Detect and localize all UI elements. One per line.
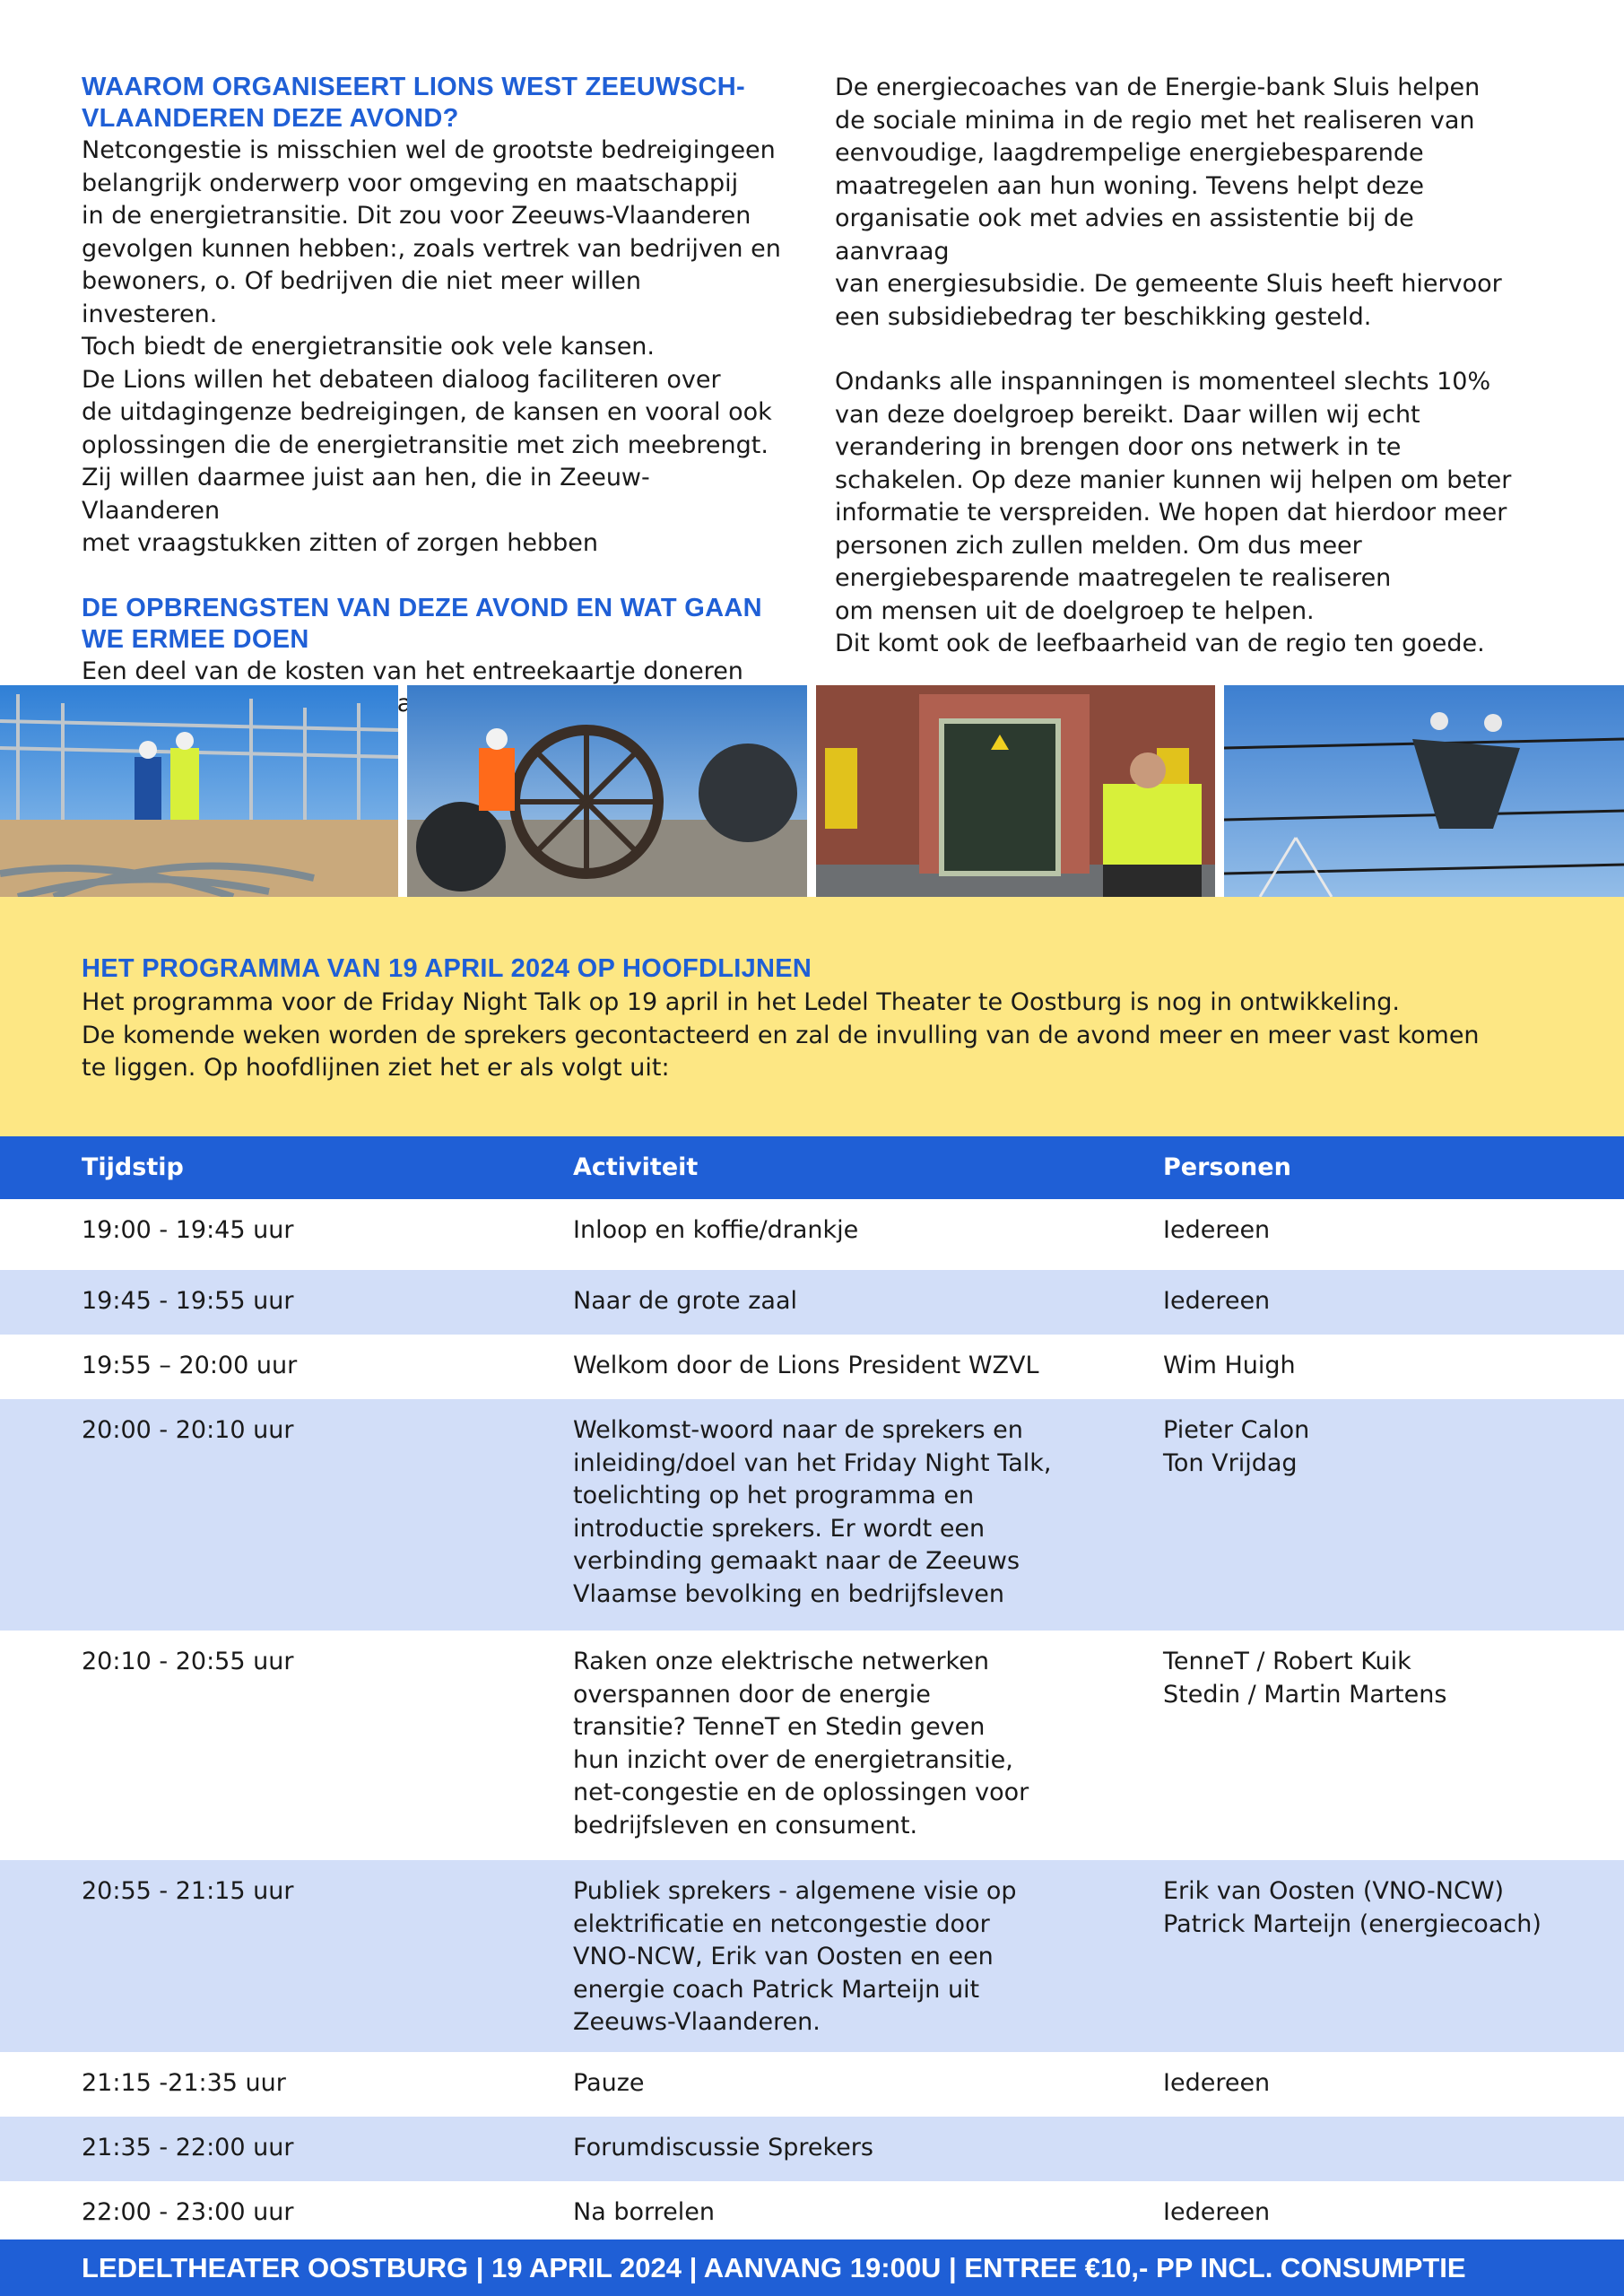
header-tijdstip: Tijdstip xyxy=(82,1153,184,1181)
table-row xyxy=(0,2052,1624,2117)
intro-section xyxy=(82,72,1543,718)
row-time: 20:00 - 20:10 uur xyxy=(82,1416,294,1444)
stedin-transformer-house-photo xyxy=(816,685,1215,897)
row-time: 20:10 - 20:55 uur xyxy=(82,1648,294,1675)
table-row xyxy=(0,1860,1624,2052)
cable-reel-worker-photo xyxy=(407,685,807,897)
substation-workers-photo xyxy=(0,685,398,897)
row-activity: Welkom door de Lions President WZVL xyxy=(573,1352,1039,1379)
header-personen: Personen xyxy=(1163,1153,1291,1181)
table-row xyxy=(0,1335,1624,1399)
row-persons: Iedereen xyxy=(1163,2069,1271,2097)
footer-bar xyxy=(0,2239,1624,2296)
row-activity: Raken onze elektrische netwerken overspannen door de energie transitie? TenneT en Stedin geven hun inzicht over de energietransitie, net-congestie en de oplossingen voor bedrijfsleven en consument. xyxy=(573,1648,1029,1839)
row-time: 21:15 -21:35 uur xyxy=(82,2069,286,2097)
row-time: 22:00 - 23:00 uur xyxy=(82,2198,294,2226)
photo-strip xyxy=(0,685,1624,897)
row-time: 20:55 - 21:15 uur xyxy=(82,1877,294,1905)
para-ondanks: Ondanks alle inspanningen is momenteel slechts 10% van deze doelgroep bereikt. Daar willen wij echt verandering in brengen door ons netwerk in te schakelen. Op deze manier kunnen wij helpen om beter informatie te verspreiden. We hopen dat hierdoor meer personen zich zullen melden. Om dus meer energiebesparende maatregelen te realiseren om mensen uit de doelgroep te helpen. Dit komt ook de leefbaarheid van de regio ten goede. xyxy=(835,368,1512,657)
heading-why: WAAROM ORGANISEERT LIONS WEST ZEEUWSCH-VLAANDEREN DEZE AVOND? xyxy=(82,73,745,133)
footer-event-info: LEDELTHEATER OOSTBURG | 19 APRIL 2024 | AANVANG 19:00U | ENTREE €10,- PP INCL. CONSUMPTIE xyxy=(82,2252,1466,2283)
row-time: 19:55 – 20:00 uur xyxy=(82,1352,298,1379)
table-row xyxy=(0,2181,1624,2239)
row-activity: Forumdiscussie Sprekers xyxy=(573,2134,873,2161)
row-activity: Naar de grote zaal xyxy=(573,1287,798,1315)
row-activity: Welkomst-woord naar de sprekers en inleiding/doel van het Friday Night Talk, toelichting op het programma en introductie sprekers. Er wordt een verbinding gemaakt naar de Zeeuws Vlaamse bevolking en bedrijfsleven xyxy=(573,1416,1052,1608)
row-activity: Pauze xyxy=(573,2069,645,2097)
table-header xyxy=(0,1136,1624,1199)
row-persons: Wim Huigh xyxy=(1163,1352,1296,1379)
row-activity: Publiek sprekers - algemene visie op elektrificatie en netcongestie door VNO-NCW, Erik van Oosten en een energie coach Patrick Marteijn uit Zeeuws-Vlaanderen. xyxy=(573,1877,1017,2036)
table-row xyxy=(0,1270,1624,1335)
heading-opbrengsten: DE OPBRENGSTEN VAN DEZE AVOND EN WAT GAAN WE ERMEE DOEN xyxy=(82,593,762,654)
row-activity: Inloop en koffie/drankje xyxy=(573,1216,859,1244)
para-energiecoaches: De energiecoaches van de Energie-bank Sluis helpen de sociale minima in de regio met het realiseren van eenvoudige, laagdrempelige energiebesparende maatregelen aan hun woning. Tevens helpt deze organisatie ook met advies en assistentie bij de aanvraag van energiesubsidie. De gemeente Sluis heeft hiervoor een subsidiebedrag ter beschikking gesteld. xyxy=(835,74,1502,331)
row-persons: Iedereen xyxy=(1163,1216,1271,1244)
row-persons: TenneT / Robert Kuik Stedin / Martin Martens xyxy=(1163,1648,1447,1709)
right-column xyxy=(835,72,1534,661)
para-opbrengsten: Een deel van de kosten van het entreekaartje doneren van xyxy=(82,657,743,718)
table-row xyxy=(0,2117,1624,2181)
left-column xyxy=(82,72,781,721)
para-programma-intro: Het programma voor de Friday Night Talk op 19 april in het Ledel Theater te Oostburg is nog in ontwikkeling. De komende weken worden de sprekers gecontacteerd en zal de invulling van de avond meer en meer vast komen te liggen. Op hoofdlijnen ziet het er als volgt uit: xyxy=(82,988,1480,1082)
row-persons: Iedereen xyxy=(1163,1287,1271,1315)
heading-programma: HET PROGRAMMA VAN 19 APRIL 2024 OP HOOFDLIJNEN xyxy=(82,954,812,983)
row-persons: Erik van Oosten (VNO-NCW) Patrick Marteijn (energiecoach) xyxy=(1163,1877,1541,1938)
table-row xyxy=(0,1399,1624,1631)
row-time: 21:35 - 22:00 uur xyxy=(82,2134,294,2161)
header-activiteit: Activiteit xyxy=(573,1153,699,1181)
row-persons: Iedereen xyxy=(1163,2198,1271,2226)
programma-section xyxy=(0,897,1624,1136)
row-activity: Na borrelen xyxy=(573,2198,715,2226)
powerline-bucket-photo xyxy=(1224,685,1624,897)
row-time: 19:45 - 19:55 uur xyxy=(82,1287,294,1315)
row-time: 19:00 - 19:45 uur xyxy=(82,1216,294,1244)
para-netcongestie: Netcongestie is misschien wel de grootste bedreigingeen belangrijk onderwerp voor omgeving en maatschappij in de energietransitie. Dit zou voor Zeeuws-Vlaanderen gevolgen kunnen hebben:, zoals vertrek van bedrijven en bewoners, o. Of bedrijven die niet meer willen investeren. Toch biedt de energietransitie ook vele kansen. De Lions willen het debateen dialoog faciliteren over de uitdagingenze bedreigingen, de kansen en vooral ook oplossingen die de energietransitie met zich meebrengt. Zij willen daarmee juist aan hen, die in Zeeuw-Vlaanderen met vraagstukken zitten of zorgen hebben xyxy=(82,136,781,557)
table-row xyxy=(0,1199,1624,1270)
row-persons: Pieter Calon Ton Vrijdag xyxy=(1163,1416,1310,1477)
table-row xyxy=(0,1631,1624,1860)
